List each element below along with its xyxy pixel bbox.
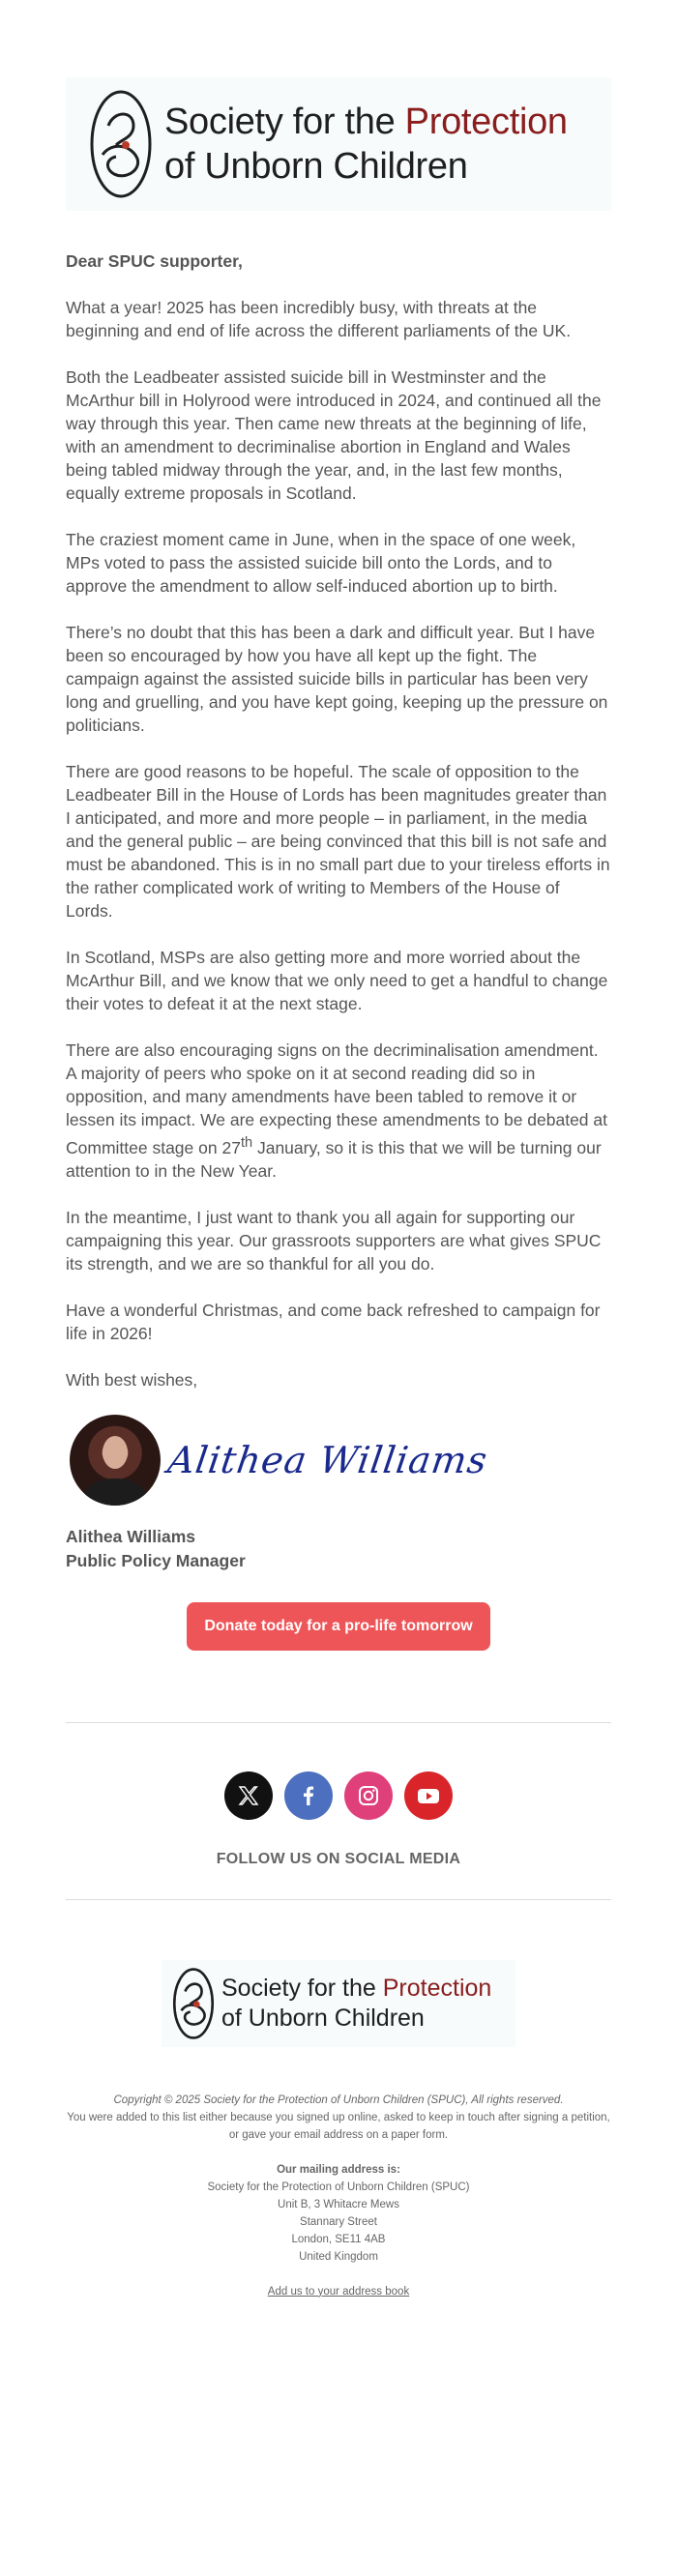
paragraph-3: The craziest moment came in June, when in the space of one week, MPs voted to pass the assisted suicide bill onto the Lords, and to approve the amendment to allow self-induced abortion up to birth. — [66, 530, 576, 596]
header-logo[interactable] — [66, 77, 611, 211]
address-title: Our mailing address is: — [277, 2163, 400, 2176]
footer-logo[interactable] — [162, 1960, 515, 2047]
paragraph-8: In the meantime, I just want to thank you all again for supporting our campaigning this year. Our grassroots supporters are what gives SPUC its strength, and we are so thankful for all you do. — [66, 1207, 602, 1273]
signatory — [66, 1525, 611, 1573]
logo-wordmark: Society for the Protection of Unborn Children — [221, 1974, 492, 2032]
address-book-link[interactable]: Add us to your address book — [267, 2285, 410, 2298]
signatory-title: Public Policy Manager — [66, 1550, 246, 1570]
paragraph-4: There’s no doubt that this has been a dark and difficult year. But I have been so encouraged by how you have all kept up the fight. The campaign against the assisted suicide bills in particular has been very long and gruelling, and you have kept going, keeping up the pressure on politicians. — [66, 623, 608, 735]
x-icon[interactable] — [224, 1771, 273, 1820]
signatory-name: Alithea Williams — [66, 1526, 196, 1546]
paragraph-1: What a year! 2025 has been incredibly busy, with threats at the beginning and end of life across the different parliaments of the UK. — [66, 298, 572, 340]
divider — [66, 1899, 611, 1900]
address-line: Stannary Street — [300, 2215, 377, 2228]
address-line: London, SE11 4AB — [291, 2233, 386, 2245]
address-line: United Kingdom — [299, 2250, 378, 2263]
paragraph-2: Both the Leadbeater assisted suicide bill in Westminster and the McArthur bill in Holyrood were introduced in 2024, and continued all the way through this year. Then came new threats at the beginning of life, with an amendment to decriminalise abortion in England and Wales being tabled midway through the year, and, in the last few months, equally extreme proposals in Scotland. — [66, 367, 602, 503]
divider — [66, 1722, 611, 1723]
spuc-emblem-icon — [171, 1966, 216, 2041]
follow-label: FOLLOW US ON SOCIAL MEDIA — [216, 1850, 461, 1867]
copyright: Copyright © 2025 Society for the Protection of Unborn Children (SPUC), All rights reserved. — [113, 2093, 564, 2106]
youtube-icon[interactable] — [404, 1771, 453, 1820]
closing: With best wishes, — [66, 1369, 198, 1390]
social-links — [66, 1771, 611, 1820]
footer — [66, 2092, 611, 2300]
greeting: Dear SPUC supporter, — [66, 251, 243, 271]
paragraph-6: In Scotland, MSPs are also getting more and more worried about the McArthur Bill, and we know that we only need to get a handful to change their votes to defeat it at the next stage. — [66, 948, 608, 1013]
letter-body — [66, 249, 611, 1391]
email-container — [66, 0, 611, 2300]
facebook-icon[interactable] — [284, 1771, 333, 1820]
logo-wordmark: Society for the Protection of Unborn Children — [164, 102, 568, 187]
paragraph-9: Have a wonderful Christmas, and come back refreshed to campaign for life in 2026! — [66, 1300, 601, 1343]
address-line: Unit B, 3 Whitacre Mews — [278, 2198, 399, 2210]
instagram-icon[interactable] — [344, 1771, 393, 1820]
donate-button[interactable]: Donate today for a pro-life tomorrow — [187, 1602, 489, 1651]
subscription-reason: You were added to this list either because you signed up online, asked to keep in touch after signing a petition, or gave your email address on a paper form. — [67, 2111, 610, 2141]
paragraph-5: There are good reasons to be hopeful. The scale of opposition to the Leadbeater Bill in the House of Lords has been magnitudes greater than I anticipated, and more and more people – in parliament, in the media and the general public – are being convinced that this bill is not safe and must be abandoned. This is in no small part due to your tireless efforts in the rather complicated work of writing to Members of the House of Lords. — [66, 762, 610, 921]
address-line: Society for the Protection of Unborn Children (SPUC) — [207, 2181, 470, 2193]
paragraph-7: There are also encouraging signs on the decriminalisation amendment. A majority of peers who spoke on it at second reading did so in opposition, and many amendments have been tabled to remove it or lessen its impact. We are expecting these amendments to be debated at Committee stage on 27th January, so it is this that we will be turning our attention to in the New Year. — [66, 1040, 607, 1181]
avatar — [70, 1415, 161, 1506]
signature-block — [66, 1415, 611, 1506]
handwritten-signature: Alithea Williams — [164, 1438, 491, 1481]
spuc-emblem-icon — [87, 87, 155, 201]
